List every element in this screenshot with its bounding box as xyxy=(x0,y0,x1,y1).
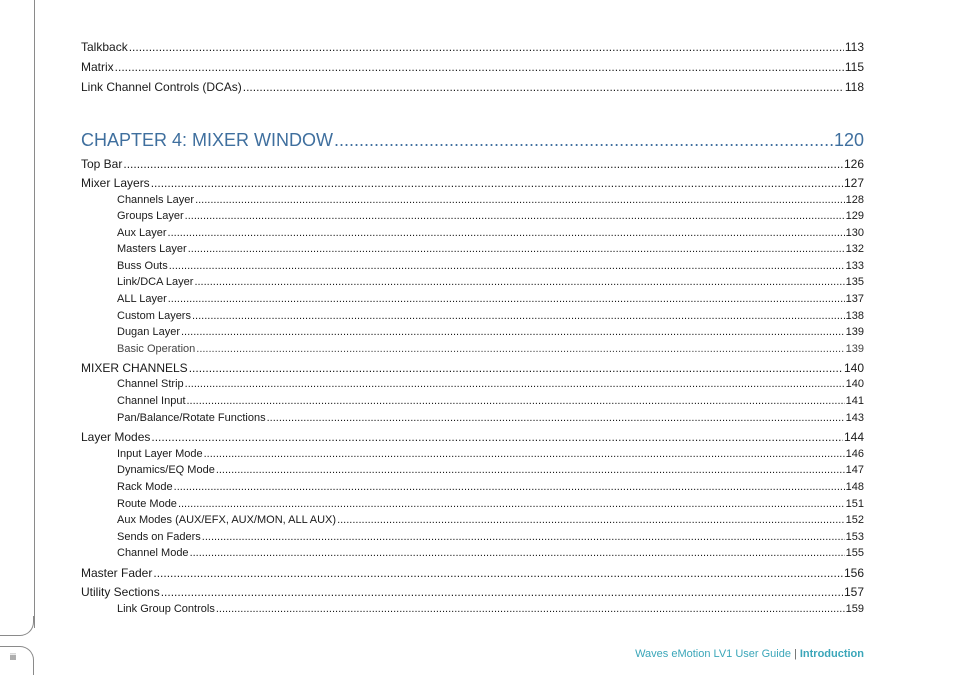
toc-entry-page: 140 xyxy=(845,378,864,390)
toc-leader-dots xyxy=(161,585,843,599)
footer-section: Introduction xyxy=(799,648,864,660)
toc-entry[interactable] xyxy=(81,481,864,493)
toc-entry-page: 128 xyxy=(845,194,864,206)
toc-leader-dots xyxy=(204,448,845,460)
toc-leader-dots xyxy=(190,547,845,559)
toc-leader-dots xyxy=(168,293,845,305)
toc-entry-page: 156 xyxy=(843,566,864,580)
toc-entry[interactable] xyxy=(81,361,864,375)
toc-entry-page: 151 xyxy=(845,498,864,510)
toc-entry-page: 132 xyxy=(845,243,864,255)
toc-entry-page: 141 xyxy=(845,395,864,407)
margin-rule-curve-bottom xyxy=(0,646,34,675)
toc-entry-page: 148 xyxy=(845,481,864,493)
toc-leader-dots xyxy=(151,176,843,190)
toc-entry-label: Channels Layer xyxy=(117,194,195,206)
toc-entry-page: 146 xyxy=(845,448,864,460)
toc-leader-dots xyxy=(129,40,844,54)
toc-entry-page: 129 xyxy=(845,210,864,222)
toc-chapter-entry[interactable] xyxy=(81,130,864,151)
toc-leader-dots xyxy=(188,243,845,255)
toc-leader-dots xyxy=(195,194,845,206)
toc-entry-label: Channel Strip xyxy=(117,378,184,390)
toc-entry-page: 140 xyxy=(843,361,864,375)
toc-entry-label: Channel Mode xyxy=(117,547,189,559)
toc-entry-page: 137 xyxy=(845,293,864,305)
toc-entry[interactable] xyxy=(81,448,864,460)
toc-entry[interactable] xyxy=(81,310,864,322)
toc-entry[interactable] xyxy=(81,227,864,239)
toc-entry[interactable] xyxy=(81,412,864,424)
toc-entry-label: MIXER CHANNELS xyxy=(81,361,188,375)
toc-entry-label: Link Channel Controls (DCAs) xyxy=(81,80,242,94)
toc-entry[interactable] xyxy=(81,514,864,526)
toc-entry-label: Channel Input xyxy=(117,395,186,407)
toc-entry[interactable] xyxy=(81,378,864,390)
toc-entry[interactable] xyxy=(81,276,864,288)
toc-entry[interactable] xyxy=(81,326,864,338)
toc-entry-label: Link Group Controls xyxy=(117,603,215,615)
toc-entry[interactable] xyxy=(81,210,864,222)
toc-entry[interactable] xyxy=(81,243,864,255)
toc-entry-page: 155 xyxy=(845,547,864,559)
toc-entry-page: 126 xyxy=(843,157,864,171)
toc-entry-label: Top Bar xyxy=(81,157,123,171)
toc-entry[interactable] xyxy=(81,260,864,272)
footer-separator: | xyxy=(793,648,797,660)
toc-leader-dots xyxy=(202,531,845,543)
margin-rule xyxy=(34,0,35,628)
toc-entry-page: 139 xyxy=(845,326,864,338)
toc-entry-label: Custom Layers xyxy=(117,310,191,322)
toc-entry-label: Utility Sections xyxy=(81,585,160,599)
toc-entry-page: 144 xyxy=(843,430,864,444)
toc-entry[interactable] xyxy=(81,498,864,510)
toc-entry-label: Pan/Balance/Rotate Functions xyxy=(117,412,266,424)
toc-leader-dots xyxy=(181,326,845,338)
toc-entry-label: Sends on Faders xyxy=(117,531,201,543)
toc-entry-label: Mixer Layers xyxy=(81,176,150,190)
toc-entry-label: Dugan Layer xyxy=(117,326,180,338)
toc-entry-page: 159 xyxy=(845,603,864,615)
page-number: iii xyxy=(10,652,16,662)
toc-entry[interactable] xyxy=(81,60,864,74)
toc-entry-label: Route Mode xyxy=(117,498,177,510)
toc-entry[interactable] xyxy=(81,430,864,444)
toc-entry-page: 133 xyxy=(845,260,864,272)
toc-entry-page: 127 xyxy=(843,176,864,190)
toc-entry-page: 118 xyxy=(844,80,864,94)
toc-entry-label: Aux Modes (AUX/EFX, AUX/MON, ALL AUX) xyxy=(117,514,337,526)
toc-entry-label: Masters Layer xyxy=(117,243,187,255)
toc-entry-label: Groups Layer xyxy=(117,210,184,222)
toc-entry-label: Dynamics/EQ Mode xyxy=(117,464,215,476)
toc-leader-dots xyxy=(153,566,843,580)
toc-entry-label: Talkback xyxy=(81,40,128,54)
toc-entry[interactable] xyxy=(81,603,864,615)
toc-entry-page: 138 xyxy=(845,310,864,322)
toc-leader-dots xyxy=(169,260,845,272)
toc-entry-label: Matrix xyxy=(81,60,114,74)
toc-leader-dots xyxy=(189,361,843,375)
toc-entry-label: Master Fader xyxy=(81,566,153,580)
toc-entry[interactable] xyxy=(81,80,864,94)
toc-leader-dots xyxy=(151,430,843,444)
toc-entry-label: CHAPTER 4: MIXER WINDOW xyxy=(81,130,334,150)
toc-entry-label: Layer Modes xyxy=(81,430,151,444)
toc-entry[interactable] xyxy=(81,40,864,54)
toc-entry-label: Link/DCA Layer xyxy=(117,276,194,288)
toc-entry-page: 157 xyxy=(843,585,864,599)
toc-entry-label: Rack Mode xyxy=(117,481,173,493)
toc-leader-dots xyxy=(216,603,845,615)
toc-entry-page: 139 xyxy=(845,343,864,355)
toc-entry-page: 113 xyxy=(844,40,864,54)
page-footer xyxy=(635,648,864,660)
toc-entry[interactable] xyxy=(81,585,864,599)
toc-leader-dots xyxy=(267,412,845,424)
toc-leader-dots xyxy=(192,310,845,322)
toc-leader-dots xyxy=(185,378,845,390)
toc-entry-page: 153 xyxy=(845,531,864,543)
toc-entry-page: 147 xyxy=(845,464,864,476)
toc-leader-dots xyxy=(174,481,845,493)
toc-entry[interactable] xyxy=(81,343,864,355)
toc-entry[interactable] xyxy=(81,157,864,171)
toc-entry[interactable] xyxy=(81,395,864,407)
guide-title: Waves eMotion LV1 User Guide xyxy=(635,648,791,660)
toc-leader-dots xyxy=(187,395,845,407)
toc-leader-dots xyxy=(185,210,845,222)
toc-entry-label: Basic Operation xyxy=(117,343,196,355)
toc-entry[interactable] xyxy=(81,464,864,476)
toc-leader-dots xyxy=(178,498,845,510)
toc-entry-label: Buss Outs xyxy=(117,260,168,272)
toc-leader-dots xyxy=(196,343,844,355)
toc-entry[interactable] xyxy=(81,531,864,543)
toc-entry-page: 135 xyxy=(845,276,864,288)
toc-entry-page: 130 xyxy=(845,227,864,239)
toc-entry[interactable] xyxy=(81,293,864,305)
toc-leader-dots xyxy=(168,227,845,239)
toc-entry-label: Input Layer Mode xyxy=(117,448,203,460)
margin-rule-curve-top xyxy=(0,616,34,636)
toc-entry-page: 115 xyxy=(844,60,864,74)
toc-entry[interactable] xyxy=(81,566,864,580)
toc-leader-dots xyxy=(115,60,844,74)
toc-entry-label: ALL Layer xyxy=(117,293,167,305)
toc-entry-page: 120 xyxy=(833,130,864,150)
toc-entry-label: Aux Layer xyxy=(117,227,167,239)
toc-leader-dots xyxy=(337,514,845,526)
toc-leader-dots xyxy=(216,464,845,476)
toc-entry-page: 143 xyxy=(845,412,864,424)
toc-entry[interactable] xyxy=(81,176,864,190)
toc-entry[interactable] xyxy=(81,194,864,206)
toc-entry-page: 152 xyxy=(845,514,864,526)
toc-entry[interactable] xyxy=(81,547,864,559)
toc-leader-dots xyxy=(194,276,844,288)
toc-leader-dots xyxy=(123,157,843,171)
toc-leader-dots xyxy=(334,130,833,151)
toc-leader-dots xyxy=(243,80,844,94)
